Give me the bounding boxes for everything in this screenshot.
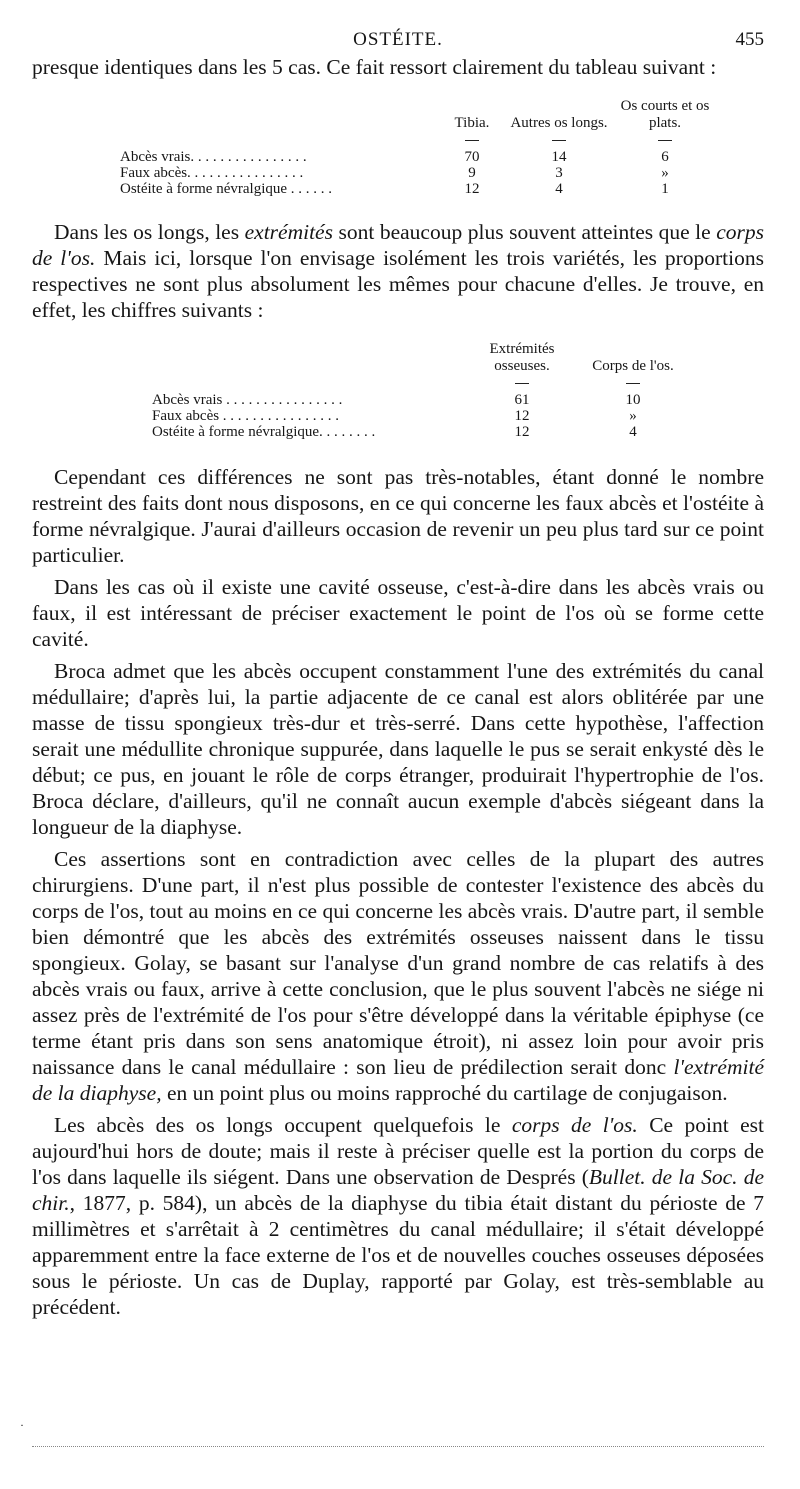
table2-cell: 12 [514, 408, 530, 424]
table-row [152, 408, 692, 424]
table2-header-bone-body: Corps de l'os. [592, 358, 674, 374]
running-header [32, 26, 764, 54]
paragraph-extremities: Dans les os longs, les extrémités sont beaucoup plus souvent atteintes que le corps de l'os. Mais ici, lorsque l'on envisage isolément les trois variétés, les proportions respectives ne sont plus absolument les mêmes pour chacune d'elles. Je trouve, en effet, les chiffres suivants : [32, 220, 764, 322]
table1-row-label: Faux abcès. . . . . . . . . . . . . . . . [120, 165, 304, 181]
table-row [120, 165, 718, 181]
page-number: 455 [735, 29, 764, 50]
table-row [152, 424, 692, 440]
table1-cell: 70 [464, 149, 480, 165]
paragraph-intro: presque identiques dans les 5 cas. Ce fait ressort clairement du tableau suivant : [32, 55, 717, 79]
table1-cell: 9 [468, 165, 476, 181]
running-title: OSTÉITE. [353, 29, 443, 50]
table-row [152, 392, 692, 408]
table1-rule [658, 140, 672, 141]
table1-rule [552, 140, 566, 141]
table1-header-other-long-bones: Autres os longs. [510, 115, 608, 131]
margin-mark: · [20, 1418, 24, 1432]
table-row [120, 181, 718, 197]
footer-dotted-rule [32, 1446, 764, 1447]
table2-cell: 4 [629, 424, 637, 440]
table-location-by-region [152, 341, 692, 440]
table2-row-label: Abcès vrais . . . . . . . . . . . . . . . . [152, 392, 343, 408]
table1-header-tibia: Tibia. [454, 115, 490, 131]
table2-rule [515, 383, 529, 384]
paragraph-bone-cavity: Dans les cas où il existe une cavité osseuse, c'est-à-dire dans les abcès vrais ou faux, il est intéressant de préciser exactement le point de l'os où se forme cette cavité. [32, 575, 764, 651]
table1-cell: 6 [661, 149, 669, 165]
table1-cell: 3 [555, 165, 563, 181]
table2-cell: » [629, 408, 637, 424]
table2-rule [626, 383, 640, 384]
table2-row-label: Faux abcès . . . . . . . . . . . . . . . . [152, 408, 340, 424]
page [32, 26, 764, 1320]
table1-cell: 1 [661, 181, 669, 197]
paragraph-broca: Broca admet que les abcès occupent constamment l'une des extrémités du canal médullaire; d'après lui, la partie adjacente de ce canal est alors oblitérée par une masse de tissu spongieux très-dur et très-serré. Dans cette hypothèse, l'affection serait une médullite chronique suppurée, dans laquelle le pus se serait enkysté dès le début; ce pus, en jouant le rôle de corps étranger, produirait l'hypertrophie de l'os. Broca déclare, d'ailleurs, qu'il ne connaît aucun exemple d'abcès siégeant dans la longueur de la diaphyse. [32, 659, 764, 839]
table2-cell: 12 [514, 424, 530, 440]
table1-cell: 14 [551, 149, 567, 165]
table2-cell: 61 [514, 392, 530, 408]
paragraph-bone-body: Les abcès des os longs occupent quelquefois le corps de l'os. Ce point est aujourd'hui hors de doute; mais il reste à préciser quelle est la portion du corps de l'os dans laquelle ils siégent. Dans une observation de Després (Bullet. de la Soc. de chir., 1877, p. 584), un abcès de la diaphyse du tibia était distant du périoste de 7 millimètres et s'arrêtait à 2 centimètres du canal médullaire; il s'était développé apparemment entre la face externe de l'os et de nouvelles couches osseuses déposées sous le périoste. Un cas de Duplay, rapporté par Golay, est très-semblable au précédent. [32, 1113, 764, 1319]
table1-cell: 4 [555, 181, 563, 197]
table1-row-label: Abcès vrais. . . . . . . . . . . . . . . . [120, 149, 307, 165]
table2-header-extremities: Extrémités osseuses. [489, 341, 555, 374]
table-row [120, 149, 718, 165]
table2-row-label: Ostéite à forme névralgique. . . . . . . . [152, 424, 376, 440]
table1-rule [465, 140, 479, 141]
table1-cell: » [661, 165, 669, 181]
table1-row-label: Ostéite à forme névralgique . . . . . . [120, 181, 333, 197]
table1-cell: 12 [464, 181, 480, 197]
table1-header-short-flat-bones: Os courts et os plats. [620, 98, 710, 131]
table2-cell: 10 [625, 392, 641, 408]
paragraph-differences: Cependant ces différences ne sont pas très-notables, étant donné le nombre restreint des faits dont nous disposons, en ce qui concerne les faux abcès et l'ostéite à forme névralgique. J'aurai d'ailleurs occasion de revenir un peu plus tard sur ce point particulier. [32, 465, 764, 567]
table-location-by-bone [120, 98, 718, 197]
paragraph-golay: Ces assertions sont en contradiction avec celles de la plupart des autres chirurgiens. D'une part, il n'est plus possible de contester l'existence des abcès du corps de l'os, tout au moins en ce qui concerne les abcès vrais. D'autre part, il semble bien démontré que les abcès des extrémités osseuses naissent dans le tissu spongieux. Golay, se basant sur l'analyse d'un grand nombre de cas relatifs à des abcès vrais ou faux, arrive à cette conclusion, que le plus souvent l'abcès ne siége ni assez près de l'extrémité de l'os pour s'être développé dans la véritable épiphyse (ce terme étant pris dans son sens anatomique étroit), ni assez loin pour avoir pris naissance dans le canal médullaire : son lieu de prédilection serait donc l'extrémité de la diaphyse, en un point plus ou moins rapproché du cartilage de conjugaison. [32, 847, 764, 1105]
